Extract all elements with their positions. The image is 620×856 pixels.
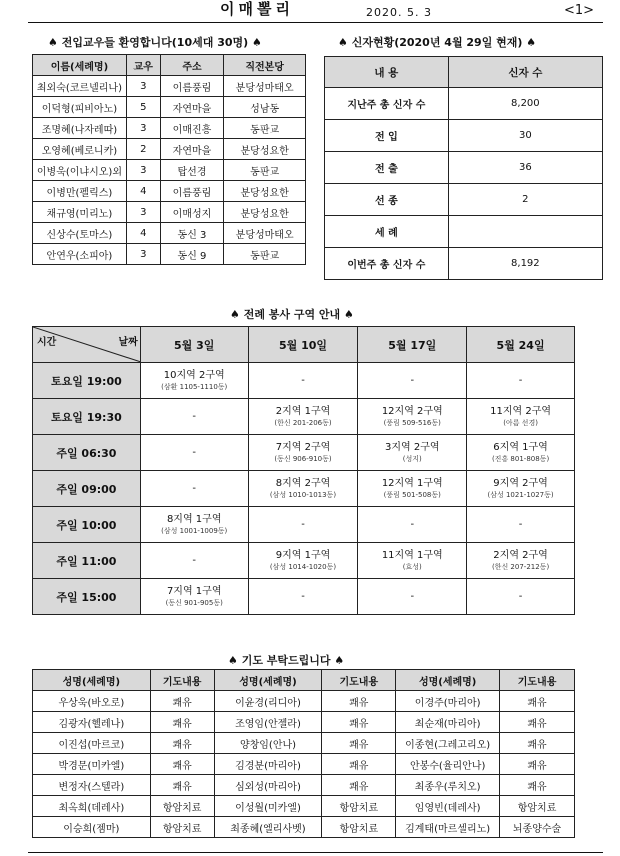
table-row [33, 733, 575, 754]
schedule-building: (삼환 1105-1110동) [161, 382, 228, 391]
prayer-name-cell: 이윤경(리디아) [214, 691, 322, 712]
schedule-area: - [192, 410, 197, 422]
prayer-name-cell: 이진섭(마르코) [33, 733, 151, 754]
welcome-cell: 3 [126, 244, 160, 265]
schedule-cell [248, 543, 358, 579]
schedule-area: - [301, 590, 305, 602]
table-row [325, 184, 603, 216]
stats-header-cell: 신자 수 [448, 57, 602, 88]
schedule-area: 3지역 2구역 [385, 441, 440, 453]
prayer-intent-cell: 뇌종양수술 [500, 817, 575, 838]
schedule-area: - [518, 518, 523, 530]
stats-label-cell: 지난주 총 신자 수 [325, 88, 449, 120]
prayer-header-cell: 기도내용 [500, 670, 575, 691]
bulletin-date: 2020. 5. 3 [366, 6, 432, 19]
prayer-header-cell: 성명(세례명) [396, 670, 500, 691]
table-row [33, 202, 306, 223]
schedule-area: - [518, 374, 523, 386]
welcome-cell: 안연우(소피아) [33, 244, 127, 265]
welcome-cell: 4 [126, 181, 160, 202]
prayer-name-cell: 김경분(마리아) [214, 754, 322, 775]
prayer-name-cell: 이승희(젬마) [33, 817, 151, 838]
schedule-cell [467, 399, 575, 435]
schedule-cell [140, 363, 248, 399]
schedule-area: - [410, 518, 415, 530]
page-header [28, 0, 602, 22]
schedule-building: (삼성 1021-1027동) [487, 490, 554, 499]
welcome-cell: 분당성마태오 [224, 76, 306, 97]
schedule-building: (삼성 1001-1009동) [161, 526, 228, 535]
table-row [33, 754, 575, 775]
prayer-header-cell: 성명(세례명) [214, 670, 322, 691]
prayer-name-cell: 임영빈(데레사) [396, 796, 500, 817]
schedule-area: 8지역 2구역 [275, 477, 331, 489]
schedule-area: 12지역 1구역 [381, 477, 443, 489]
welcome-cell: 자연마을 [160, 139, 224, 160]
schedule-date-header: 5월 3일 [140, 327, 248, 363]
schedule-area: 8지역 1구역 [166, 513, 222, 525]
prayer-name-cell: 이종현(그레고리오) [396, 733, 500, 754]
schedule-building: (한신 207-212동) [491, 562, 550, 571]
schedule-date-header: 5월 24일 [467, 327, 575, 363]
schedule-building: (동신 906-910동) [274, 454, 332, 463]
prayer-intent-cell: 항암치료 [150, 796, 214, 817]
prayer-intent-cell: 쾌유 [500, 775, 575, 796]
schedule-area: - [301, 518, 305, 530]
schedule-cell [140, 507, 248, 543]
schedule-date-header: 5월 10일 [248, 327, 358, 363]
table-row [325, 248, 603, 280]
prayer-intent-cell: 쾌유 [322, 754, 396, 775]
welcome-cell: 이름풍림 [160, 181, 224, 202]
schedule-area: - [410, 374, 415, 386]
stats-value-cell: 8,200 [448, 88, 602, 120]
table-row [33, 471, 575, 507]
schedule-area: - [410, 590, 415, 602]
prayer-name-cell: 최옥희(데레사) [33, 796, 151, 817]
schedule-cell [467, 435, 575, 471]
prayer-name-cell: 최종혜(엘리사벳) [214, 817, 322, 838]
welcome-cell: 동신 9 [160, 244, 224, 265]
welcome-cell: 이병만(펠릭스) [33, 181, 127, 202]
table-row [33, 160, 306, 181]
welcome-cell: 동신 3 [160, 223, 224, 244]
stats-value-cell: 30 [448, 120, 602, 152]
prayer-intent-cell: 쾌유 [322, 733, 396, 754]
stats-label-cell: 이번주 총 신자 수 [325, 248, 449, 280]
schedule-building: (한신 201-206동) [274, 418, 332, 427]
welcome-cell: 동판교 [224, 160, 306, 181]
schedule-building: (삼성 1014-1020동) [269, 562, 337, 571]
welcome-cell: 이덕형(피비아노) [33, 97, 127, 118]
stats-label-cell: 세 례 [325, 216, 449, 248]
table-row [33, 817, 575, 838]
prayer-intent-cell: 쾌유 [500, 754, 575, 775]
schedule-cell [248, 507, 358, 543]
prayer-intent-cell: 항암치료 [322, 796, 396, 817]
schedule-area: 11지역 1구역 [381, 549, 443, 561]
stats-label-cell: 선 종 [325, 184, 449, 216]
welcome-cell: 분당성요한 [224, 181, 306, 202]
prayer-header-cell: 기도내용 [322, 670, 396, 691]
prayer-name-cell: 이성월(미카엘) [214, 796, 322, 817]
schedule-area: 6지역 1구역 [493, 441, 548, 453]
schedule-cell [358, 507, 467, 543]
schedule-building: (진흥 801-808동) [491, 454, 550, 463]
prayer-name-cell: 김광자(헬레나) [33, 712, 151, 733]
bulletin-title: 이매뽈리 [220, 0, 294, 18]
corner-date-label: 날짜 [118, 337, 138, 348]
schedule-area: 9지역 1구역 [275, 549, 331, 561]
prayer-intent-cell: 쾌유 [150, 691, 214, 712]
prayer-intent-cell: 쾌유 [500, 733, 575, 754]
schedule-building: (효성) [402, 562, 422, 571]
welcome-header-cell: 교우 [126, 55, 160, 76]
welcome-header-cell: 이름(세례명) [33, 55, 127, 76]
welcome-cell: 3 [126, 118, 160, 139]
schedule-time-cell: 주일 11:00 [33, 543, 141, 579]
schedule-table [32, 326, 575, 615]
table-row [33, 97, 306, 118]
prayer-intent-cell: 쾌유 [150, 775, 214, 796]
schedule-area: 12지역 2구역 [381, 405, 443, 417]
prayer-intent-cell: 항암치료 [500, 796, 575, 817]
schedule-area: 10지역 2구역 [163, 369, 225, 381]
schedule-cell [140, 435, 248, 471]
prayer-name-cell: 양창임(안나) [214, 733, 322, 754]
prayer-table [32, 669, 575, 838]
welcome-cell: 오영혜(베로니카) [33, 139, 127, 160]
prayer-intent-cell: 항암치료 [322, 817, 396, 838]
table-row [33, 691, 575, 712]
schedule-area: - [192, 446, 197, 458]
schedule-cell [248, 399, 358, 435]
schedule-cell [358, 435, 467, 471]
schedule-cell [140, 579, 248, 615]
prayer-intent-cell: 쾌유 [500, 691, 575, 712]
welcome-header-cell: 직전본당 [224, 55, 306, 76]
welcome-cell: 5 [126, 97, 160, 118]
schedule-time-cell: 주일 15:00 [33, 579, 141, 615]
prayer-name-cell: 김계태(마르셀리노) [396, 817, 500, 838]
stats-label-cell: 전 출 [325, 152, 449, 184]
schedule-cell [467, 579, 575, 615]
schedule-area: - [301, 374, 305, 386]
schedule-corner-cell [33, 327, 141, 363]
schedule-time-cell: 주일 10:00 [33, 507, 141, 543]
prayer-name-cell: 심외성(마리아) [214, 775, 322, 796]
prayer-intent-cell: 쾌유 [322, 775, 396, 796]
table-row [33, 118, 306, 139]
table-row [33, 435, 575, 471]
prayer-intent-cell: 쾌유 [150, 733, 214, 754]
table-row [33, 181, 306, 202]
welcome-cell: 자연마을 [160, 97, 224, 118]
schedule-time-cell: 주일 09:00 [33, 471, 141, 507]
schedule-building: (풍림 509-516동) [383, 418, 441, 427]
schedule-cell [140, 399, 248, 435]
schedule-building: (동신 901-905동) [165, 598, 223, 607]
schedule-cell [248, 363, 358, 399]
prayer-name-cell: 안봉수(율리안나) [396, 754, 500, 775]
schedule-area: 2지역 1구역 [275, 405, 331, 417]
schedule-cell [248, 579, 358, 615]
schedule-area: 2지역 2구역 [493, 549, 548, 561]
table-row [33, 244, 306, 265]
welcome-cell: 분당성마태오 [224, 223, 306, 244]
schedule-cell [358, 543, 467, 579]
schedule-cell [467, 363, 575, 399]
prayer-name-cell: 우상욱(바오로) [33, 691, 151, 712]
prayer-name-cell: 최순재(마리아) [396, 712, 500, 733]
welcome-cell: 이매성지 [160, 202, 224, 223]
prayer-intent-cell: 쾌유 [500, 712, 575, 733]
table-row [325, 120, 603, 152]
corner-time-label: 시간 [37, 337, 57, 348]
prayer-name-cell: 이경주(마리아) [396, 691, 500, 712]
stats-value-cell: 2 [448, 184, 602, 216]
stats-header-cell: 내 용 [325, 57, 449, 88]
schedule-cell [467, 507, 575, 543]
welcome-cell: 3 [126, 202, 160, 223]
welcome-cell: 4 [126, 223, 160, 244]
welcome-cell: 분당성요한 [224, 139, 306, 160]
prayer-intent-cell: 항암치료 [150, 817, 214, 838]
schedule-area: - [192, 482, 197, 494]
schedule-time-cell: 토요일 19:30 [33, 399, 141, 435]
schedule-cell [358, 363, 467, 399]
welcome-cell: 3 [126, 160, 160, 181]
schedule-cell [140, 471, 248, 507]
table-row [33, 543, 575, 579]
prayer-intent-cell: 쾌유 [150, 754, 214, 775]
welcome-cell: 3 [126, 76, 160, 97]
welcome-cell: 신상수(토마스) [33, 223, 127, 244]
welcome-cell: 이병욱(이냐시오)외 [33, 160, 127, 181]
schedule-cell [140, 543, 248, 579]
table-row [325, 216, 603, 248]
schedule-area: 11지역 2구역 [490, 405, 552, 417]
stats-table [324, 56, 603, 280]
prayer-name-cell: 박경문(미카엘) [33, 754, 151, 775]
schedule-cell [248, 435, 358, 471]
table-row [33, 363, 575, 399]
welcome-cell: 이매진흥 [160, 118, 224, 139]
schedule-building: (성지) [402, 454, 422, 463]
prayer-name-cell: 변정자(스텔라) [33, 775, 151, 796]
schedule-cell [358, 471, 467, 507]
stats-section-title: ♠ 신자현황(2020년 4월 29일 현재) ♠ [338, 36, 537, 49]
prayer-name-cell: 조영임(안젤라) [214, 712, 322, 733]
schedule-time-cell: 주일 06:30 [33, 435, 141, 471]
schedule-cell [358, 579, 467, 615]
welcome-header-cell: 주소 [160, 55, 224, 76]
table-row [33, 507, 575, 543]
header-divider [28, 22, 603, 23]
schedule-cell [248, 471, 358, 507]
schedule-area: - [192, 554, 197, 566]
prayer-intent-cell: 쾌유 [322, 691, 396, 712]
welcome-cell: 동판교 [224, 244, 306, 265]
table-row [33, 775, 575, 796]
welcome-cell: 성남동 [224, 97, 306, 118]
schedule-cell [358, 399, 467, 435]
prayer-header-cell: 기도내용 [150, 670, 214, 691]
schedule-cell [467, 471, 575, 507]
footer-divider [28, 852, 603, 853]
prayer-header-cell: 성명(세례명) [33, 670, 151, 691]
prayer-section-title: ♠ 기도 부탁드립니다 ♠ [228, 654, 345, 667]
schedule-building: (풍림 501-508동) [383, 490, 441, 499]
table-row [33, 139, 306, 160]
welcome-table [32, 54, 306, 265]
table-row [33, 796, 575, 817]
prayer-intent-cell: 쾌유 [322, 712, 396, 733]
welcome-cell: 최외숙(코르넬리나) [33, 76, 127, 97]
page-number: <1> [563, 3, 594, 18]
stats-label-cell: 전 입 [325, 120, 449, 152]
schedule-area: 7지역 1구역 [166, 585, 222, 597]
welcome-cell: 이름풍림 [160, 76, 224, 97]
schedule-building: (삼성 1010-1013동) [269, 490, 337, 499]
stats-value-cell [448, 216, 602, 248]
prayer-intent-cell: 쾌유 [150, 712, 214, 733]
welcome-cell: 동판교 [224, 118, 306, 139]
prayer-name-cell: 최종우(루치오) [396, 775, 500, 796]
table-row [325, 88, 603, 120]
welcome-cell: 탑선경 [160, 160, 224, 181]
table-row [33, 223, 306, 244]
welcome-cell: 채규영(미리노) [33, 202, 127, 223]
schedule-area: 9지역 2구역 [493, 477, 548, 489]
schedule-building: (아름 선경) [503, 418, 538, 427]
table-row [33, 579, 575, 615]
stats-value-cell: 36 [448, 152, 602, 184]
table-row [33, 76, 306, 97]
stats-value-cell: 8,192 [448, 248, 602, 280]
schedule-cell [467, 543, 575, 579]
table-row [325, 152, 603, 184]
table-row [33, 712, 575, 733]
table-row [33, 399, 575, 435]
welcome-section-title: ♠ 전입교우들 환영합니다(10세대 30명) ♠ [48, 36, 262, 49]
schedule-section-title: ♠ 전례 봉사 구역 안내 ♠ [230, 308, 354, 321]
schedule-area: - [518, 590, 523, 602]
schedule-area: 7지역 2구역 [275, 441, 331, 453]
welcome-cell: 분당성요한 [224, 202, 306, 223]
welcome-cell: 조명혜(나자레따) [33, 118, 127, 139]
schedule-date-header: 5월 17일 [358, 327, 467, 363]
welcome-cell: 2 [126, 139, 160, 160]
schedule-time-cell: 토요일 19:00 [33, 363, 141, 399]
